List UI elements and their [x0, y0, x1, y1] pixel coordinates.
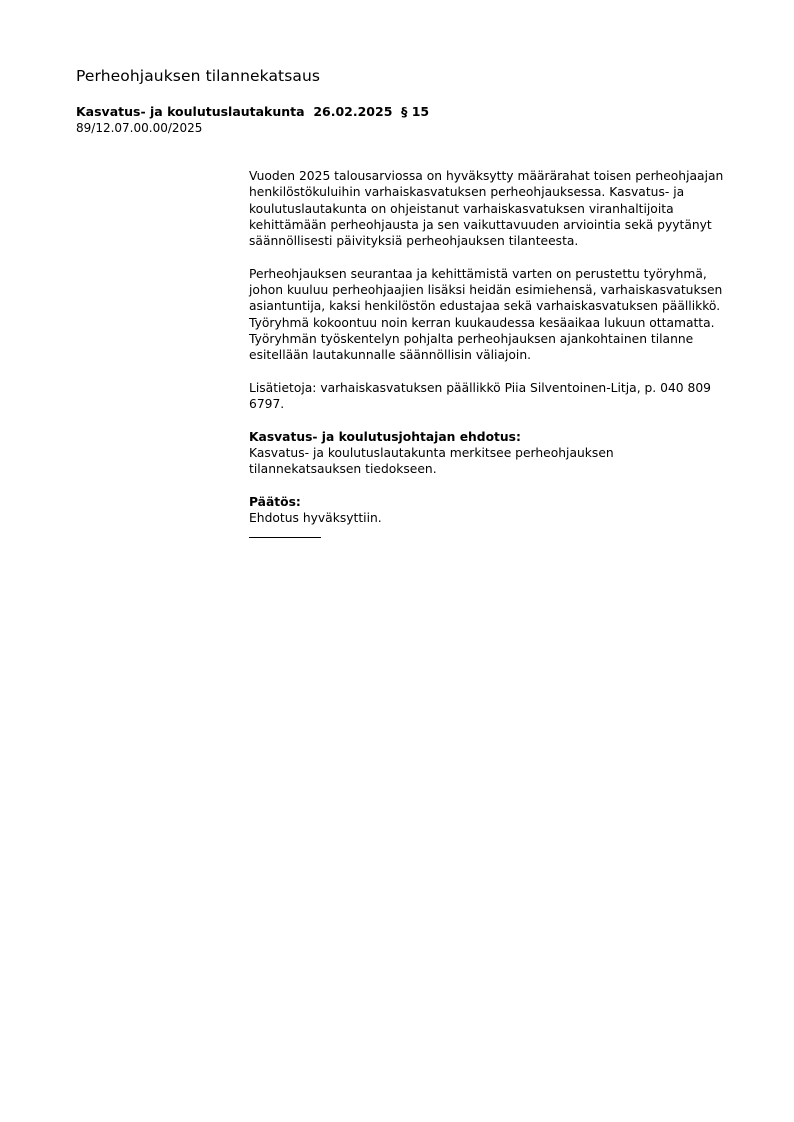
document-body: [249, 168, 729, 538]
meeting-section: § 15: [401, 104, 430, 119]
decision-heading: Päätös:: [249, 494, 301, 509]
document-title: Perheohjauksen tilannekatsaus: [76, 67, 321, 85]
proposal-text: Kasvatus- ja koulutuslautakunta merkitsee perheohjauksen tilannekatsauksen tiedokseen.: [249, 446, 614, 477]
proposal-heading: Kasvatus- ja koulutusjohtajan ehdotus:: [249, 429, 521, 444]
meeting-body: Kasvatus- ja koulutuslautakunta: [76, 104, 305, 119]
paragraph-working-group: Perheohjauksen seurantaa ja kehittämistä varten on perustettu työryhmä, johon kuuluu perheohjaajien lisäksi heidän esimiehensä, varhaiskasvatuksen asiantuntija, kaksi henkilöstön edustajaa sekä varhaiskasvatuksen päällikkö. Työryhmä kokoontuu noin kerran kuukaudessa kesäaikaa lukuun ottamatta. Työryhmän työskentelyn pohjalta perheohjauksen ajankohtainen tilanne esitellään lautakunnalle säännöllisin väliajoin.: [249, 266, 723, 363]
decision-text: Ehdotus hyväksyttiin.: [249, 511, 382, 526]
decision-section: [249, 494, 729, 538]
meeting-info: [76, 104, 429, 119]
paragraph-background: Vuoden 2025 talousarviossa on hyväksytty määrärahat toisen perheohjaajan henkilöstökuluihin varhaiskasvatuksen perheohjauksessa. Kasvatus- ja koulutuslautakunta on ohjeistanut varhaiskasvatuksen viranhaltijoita kehittämään perheohjausta ja sen vaikuttavuuden arviointia sekä pyytänyt säännöllisesti päivityksiä perheohjauksen tilanteesta.: [249, 169, 724, 249]
paragraph-contact-info: Lisätietoja: varhaiskasvatuksen päällikkö Piia Silventoinen-Litja, p. 040 809 6797.: [249, 380, 711, 412]
proposal-section: [249, 429, 729, 478]
meeting-date: 26.02.2025: [313, 104, 393, 119]
document-number: 89/12.07.00.00/2025: [76, 121, 203, 135]
closing-rule: [249, 536, 321, 538]
